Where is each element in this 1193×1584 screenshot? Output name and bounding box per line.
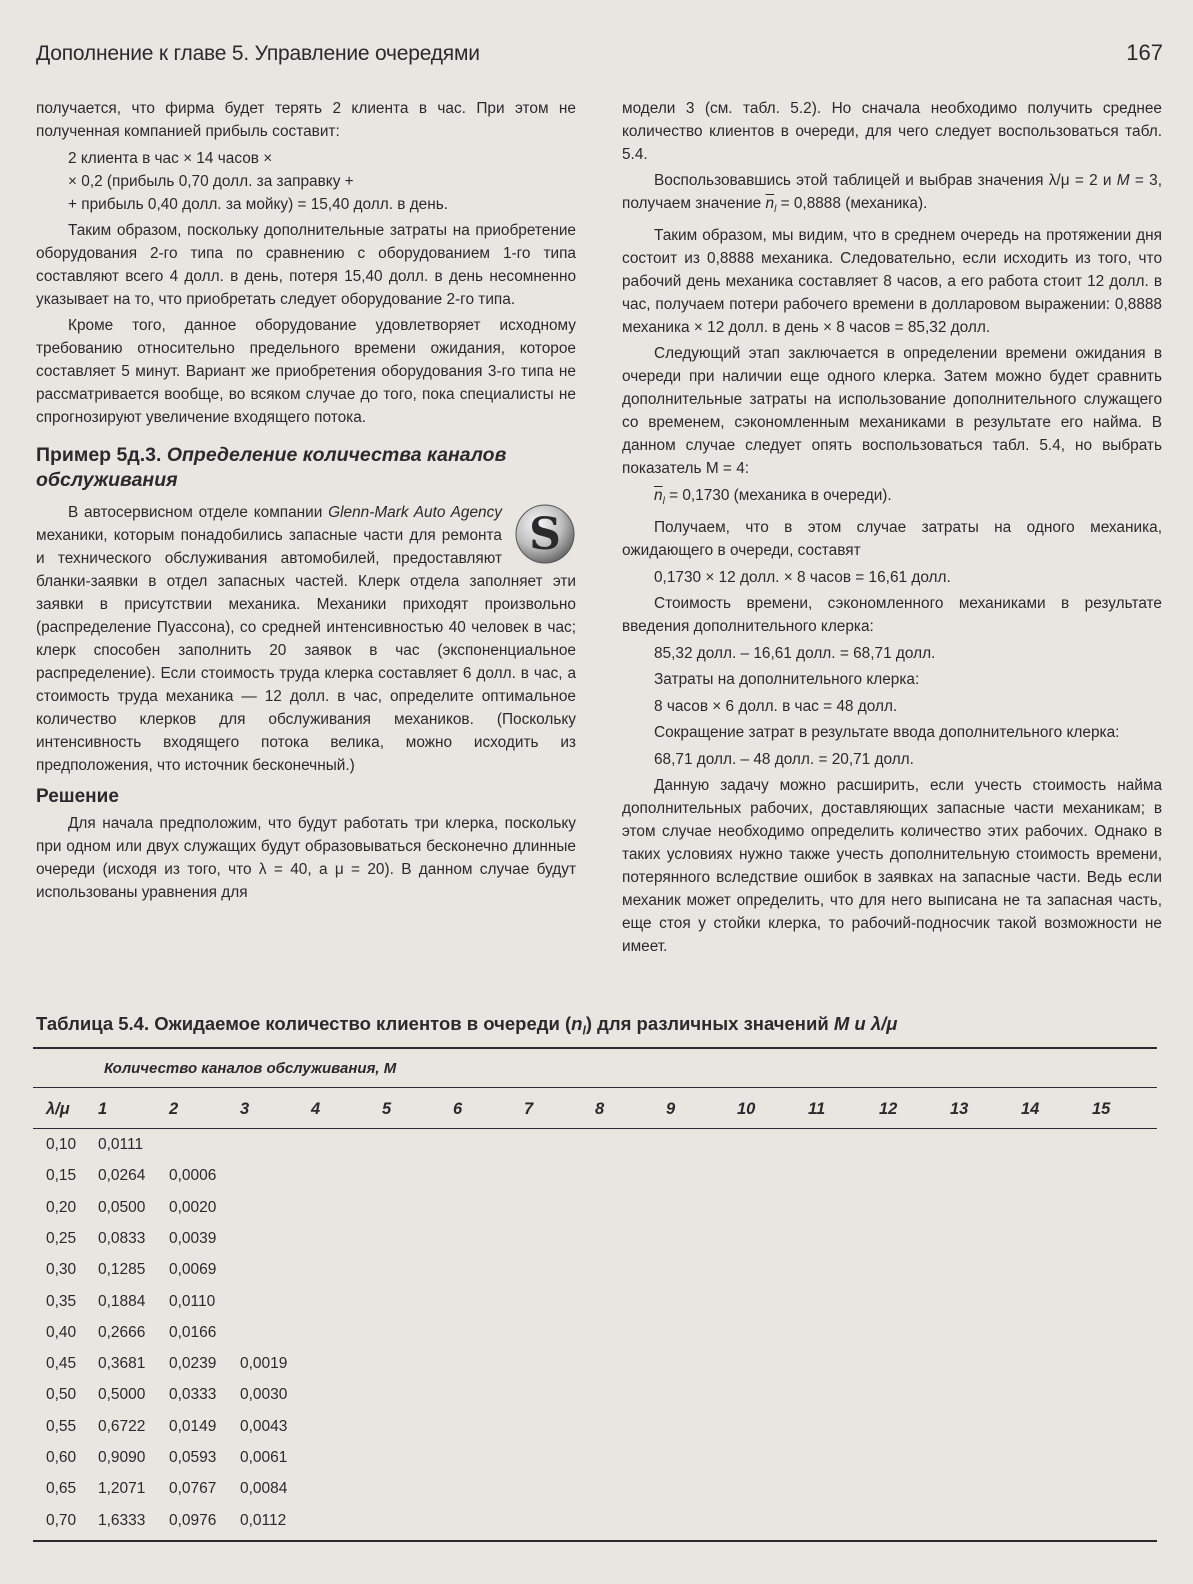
table-row [0, 1324, 1193, 1348]
calculation: $\overline{n}_l = 0,1730$ (механика в очереди). [654, 487, 892, 508]
example-title: Определение количества каналов обслуживания [36, 444, 507, 491]
ratio-cell: 0,40 [46, 1323, 77, 1341]
column-header: 8 [595, 1100, 605, 1118]
value-cell: 0,5000 [98, 1386, 146, 1404]
paragraph: Таким образом, мы видим, что в среднем очередь на протяжении дня состоит из 0,8888 механика. Следовательно, если исходить из того, что рабочий день механика составляет 8 часов, а его работа стоит 12 долл. в час, получаем потери рабочего времени в долларовом выражении: 0,8888 механика × 12 долл. в день × 8 часов = 85,32 долл. [622, 227, 1162, 337]
calculation: 8 часов × 6 долл. в час = 48 долл. [654, 698, 898, 716]
value-cell: 0,2666 [98, 1323, 146, 1341]
value-cell: 0,0833 [98, 1229, 146, 1247]
column-header: 14 [1021, 1100, 1040, 1118]
ratio-cell: 0,35 [46, 1292, 77, 1310]
calc-line: × 0,2 (прибыль 0,70 долл. за заправку + [68, 173, 354, 190]
value-cell: 0,0020 [169, 1198, 217, 1216]
value-cell: 0,1285 [98, 1261, 146, 1279]
solution-heading: Решение [36, 786, 119, 807]
column-header: 13 [950, 1100, 969, 1118]
column-header: 9 [666, 1100, 676, 1118]
table-bottom-rule [33, 1540, 1157, 1542]
value-cell: 1,6333 [98, 1511, 146, 1529]
column-header: 12 [879, 1100, 898, 1118]
value-cell: 0,0111 [98, 1136, 144, 1153]
value-cell: 0,0333 [169, 1386, 217, 1404]
ratio-cell: 0,55 [46, 1417, 77, 1435]
example-text: В автосервисном отделе компании Glenn-Mark Auto Agency механики, которым понадобились запасные части для ремонта и технического обслуживания автомобилей, предоставляют бланки-заявки в отдел запасных частей. Клерк отдела заполняет эти заявки в присутствии механика. Механики приходят произвольно (распределение Пуассона), со средней интенсивностью 40 человек в час; клерк способен заполнить 20 заявок в час (экспоненциальное распределение). Если стоимость труда клерка составляет 6 долл. в час, а стоимость труда механика — 12 долл. в час, определите оптимальное количество клерков для обслуживания механиков. (Поскольку интенсивность входящего потока велика, можно исходить из предположения, что источник бесконечный.) [36, 504, 576, 774]
calc-line: 2 клиента в час × 14 часов × [68, 150, 273, 167]
column-header: 10 [737, 1100, 756, 1118]
column-header: 2 [169, 1100, 179, 1118]
paragraph: Стоимость времени, сэкономленного механиками в результате введения дополнительного клерка: [622, 595, 1162, 636]
value-cell: 0,0112 [240, 1511, 287, 1529]
paragraph: Воспользовавшись этой таблицей и выбрав значения λ/μ = 2 и M = 3, получаем значение $\overline{n}_l = 0,8888$ (механика). [622, 172, 1162, 216]
value-cell: 0,0043 [240, 1417, 288, 1435]
column-header: 1 [98, 1100, 108, 1118]
value-cell: 0,0239 [169, 1355, 217, 1373]
calculation: 68,71 долл. – 48 долл. = 20,71 долл. [654, 751, 914, 769]
value-cell: 0,0166 [169, 1323, 217, 1341]
table-row [0, 1230, 1193, 1254]
logo-letter: S [529, 509, 561, 560]
paragraph: Таким образом, поскольку дополнительные затраты на приобретение оборудования 2-го типа по сравнению с оборудованием 1-го типа составляют всего 4 долл. в день, потеря 15,40 долл. в день несомненно указывает на то, что приобретать следует оборудование 2-го типа. [36, 222, 576, 308]
value-cell: 0,0976 [169, 1511, 217, 1529]
column-header: 7 [524, 1100, 534, 1118]
value-cell: 0,3681 [98, 1355, 146, 1373]
example-heading [36, 443, 576, 493]
table-row [0, 1261, 1193, 1285]
ratio-cell: 0,50 [46, 1386, 77, 1404]
table-header-row [0, 1100, 1193, 1124]
value-cell: 0,0149 [169, 1417, 217, 1435]
company-name: Glenn-Mark Auto Agency [328, 504, 502, 521]
n-bar-symbol: $\overline{n}$ [654, 487, 663, 505]
calculation: 85,32 долл. – 16,61 долл. = 68,71 долл. [654, 645, 936, 663]
table-group-rule [33, 1087, 1157, 1088]
column-header: 11 [808, 1100, 826, 1118]
column-header: 4 [311, 1100, 321, 1118]
paragraph: Получаем, что в этом случае затраты на одного механика, ожидающего в очереди, составят [622, 519, 1162, 560]
value-cell: 0,0061 [240, 1449, 288, 1466]
table-row [0, 1449, 1193, 1473]
ratio-cell: 0,15 [46, 1167, 77, 1185]
chapter-title: Дополнение к главе 5. Управление очередями [36, 42, 480, 65]
paragraph: получается, что фирма будет терять 2 клиента в час. При этом не полученная компанией прибыль составит: [36, 100, 576, 140]
table-row [0, 1167, 1193, 1191]
table-caption: Таблица 5.4. Ожидаемое количество клиентов в очереди $(n_l)$ для различных значений M и λ/μ [36, 1013, 898, 1038]
paragraph: модели 3 (см. табл. 5.2). Но сначала необходимо получить среднее количество клиентов в очереди, для чего следует воспользоваться табл. 5.4. [622, 100, 1162, 163]
ratio-cell: 0,45 [46, 1355, 77, 1373]
table-row [0, 1418, 1193, 1442]
left-column [36, 97, 576, 907]
paragraph: Следующий этап заключается в определении времени ожидания в очереди при наличии еще одного клерка. Затем можно будет сравнить дополнительные затраты на использование дополнительного служащего со временем, сэкономленным механиками в результате его найма. В данном случае следует опять воспользоваться табл. 5.4, но выбрать показатель М = 4: [622, 345, 1162, 478]
ratio-header: λ/μ [46, 1100, 70, 1118]
column-header: 15 [1092, 1100, 1111, 1118]
column-header: 6 [453, 1100, 463, 1118]
table-row [0, 1293, 1193, 1317]
paragraph: Данную задачу можно расширить, если учесть стоимость найма дополнительных рабочих, доставляющих запасные части механикам; в этом случае необходимо определить количество этих рабочих. Однако в таких условиях нужно также учесть дополнительную стоимость времени, потерянного вследствие ошибок в заявках на запасные части. Ведь если механик может определить, что для него выписана не та запасная часть, еще стоя у стойки клерка, то рабочий-подносчик такой возможности не имеет. [622, 777, 1162, 956]
column-header: 3 [240, 1100, 250, 1118]
page-number: 167 [1126, 40, 1163, 65]
service-logo-icon [514, 503, 576, 565]
value-cell: 0,0069 [169, 1261, 217, 1279]
ratio-cell: 0,70 [46, 1511, 77, 1529]
value-cell: 1,2071 [98, 1480, 146, 1498]
ratio-cell: 0,25 [46, 1229, 77, 1247]
calculation [36, 147, 576, 216]
table-top-rule [33, 1047, 1157, 1049]
table-row [0, 1480, 1193, 1504]
table-row [0, 1136, 1193, 1160]
table-header-rule [33, 1128, 1157, 1129]
calculation: 0,1730 × 12 долл. × 8 часов = 16,61 долл. [654, 569, 951, 587]
table-row [0, 1199, 1193, 1223]
value-cell: 0,1884 [98, 1292, 146, 1310]
paragraph: Сокращение затрат в результате ввода дополнительного клерка: [654, 724, 1120, 742]
value-cell: 0,0110 [169, 1292, 216, 1310]
ratio-cell: 0,60 [46, 1449, 77, 1466]
table-row [0, 1355, 1193, 1379]
column-header: 5 [382, 1100, 392, 1118]
n-bar-symbol: $\overline{n}$ [765, 195, 775, 212]
value-cell: 0,0019 [240, 1355, 288, 1373]
ratio-cell: 0,20 [46, 1198, 77, 1216]
example-label: Пример 5д.3. [36, 444, 162, 466]
paragraph: Затраты на дополнительного клерка: [654, 671, 920, 689]
paragraph: Кроме того, данное оборудование удовлетворяет исходному требованию относительно предельного времени ожидания, которое составляет 5 минут. Вариант же приобретения оборудования 3-го типа не рассматривается вообще, во всяком случае до того, пока специалисты не спрогнозируют увеличение входящего потока. [36, 317, 576, 426]
table-row [0, 1512, 1193, 1536]
value-cell: 0,6722 [98, 1417, 146, 1435]
value-cell: 0,0006 [169, 1167, 217, 1185]
value-cell: 0,0593 [169, 1449, 217, 1466]
value-cell: 0,0039 [169, 1229, 217, 1247]
value-cell: 0,0084 [240, 1480, 288, 1498]
paragraph: Для начала предположим, что будут работать три клерка, поскольку при одном или двух служащих будут образовываться бесконечно длинные очереди (исходя из того, что λ = 40, а μ = 20). В данном случае будут использованы уравнения для [36, 815, 576, 901]
value-cell: 0,9090 [98, 1449, 146, 1466]
value-cell: 0,0500 [98, 1198, 146, 1216]
value-cell: 0,0264 [98, 1167, 146, 1185]
value-cell: 0,0030 [240, 1386, 288, 1404]
right-column [622, 97, 1162, 961]
running-header [36, 40, 1163, 70]
table-row [0, 1386, 1193, 1410]
ratio-cell: 0,10 [46, 1136, 77, 1153]
ratio-cell: 0,65 [46, 1480, 77, 1498]
calc-line: + прибыль 0,40 долл. за мойку) = 15,40 долл. в день. [68, 196, 449, 213]
table-group-header: Количество каналов обслуживания, M [104, 1060, 397, 1077]
ratio-cell: 0,30 [46, 1261, 77, 1279]
value-cell: 0,0767 [169, 1480, 217, 1498]
